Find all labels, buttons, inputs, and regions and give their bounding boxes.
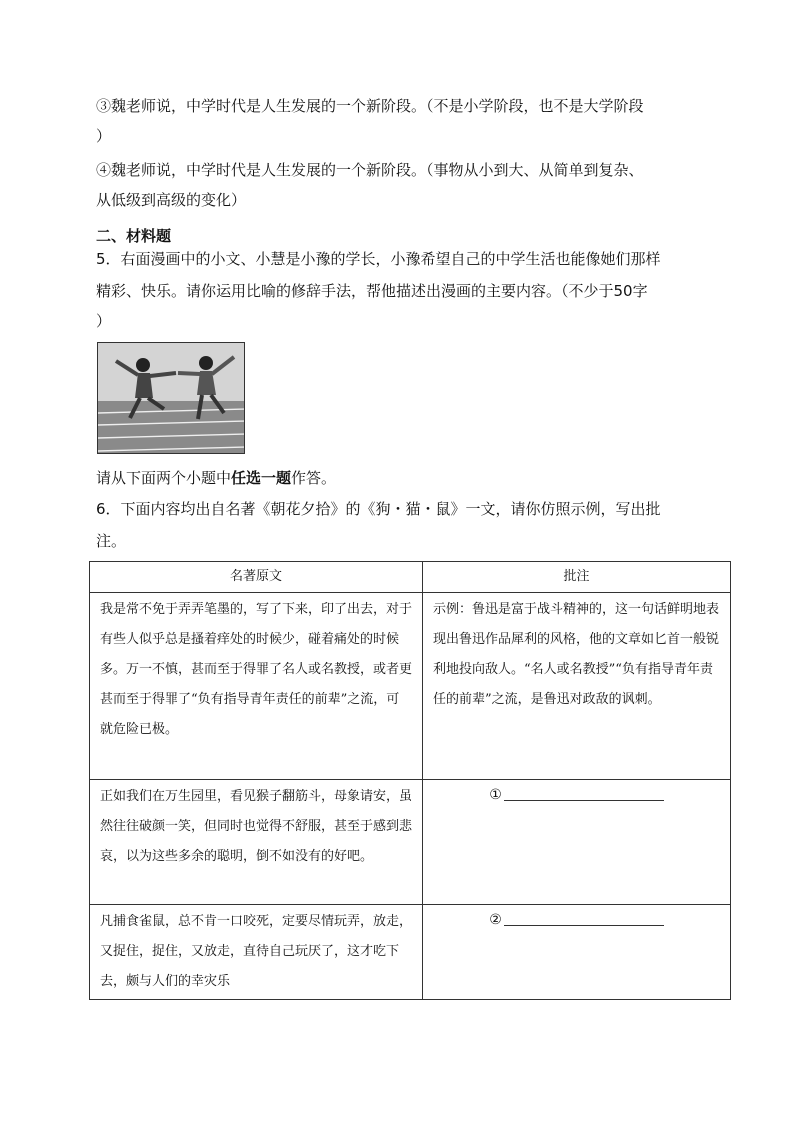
q5-line2: 精彩、快乐。请你运用比喻的修辞手法，帮他描述出漫画的主要内容。（不少于50字 (96, 282, 648, 300)
choose-instruction (96, 468, 716, 488)
choose-pre: 请从下面两个小题中 (96, 469, 232, 487)
option-4-line1: ④魏老师说，中学时代是人生发展的一个新阶段。（事物从小到大、从简单到复杂、 (96, 161, 644, 179)
annotation-example: 示例：鲁迅是富于战斗精神的，这一句话鲜明地表现出鲁迅作品犀利的风格，他的文章如匕首一般锐利地投向敌人。“名人或名教授”“负有指导青年责任的前辈”之流，是鲁迅对政敌的讽刺。 (423, 593, 731, 780)
q5-line1: 5．右面漫画中的小文、小慧是小豫的学长，小豫希望自己的中学生活也能像她们那样 (96, 250, 661, 268)
answer-marker: ① (489, 787, 502, 803)
original-text: 正如我们在万生园里，看见猴子翻筋斗，母象请安，虽然往往破颜一笑，但同时也觉得不舒服，甚至于感到悲哀，以为这些多余的聪明，倒不如没有的好吧。 (90, 780, 423, 905)
original-text: 我是常不免于弄弄笔墨的，写了下来，印了出去，对于有些人似乎总是搔着痒处的时候少，碰着痛处的时候多。万一不慎，甚而至于得罪了名人或名教授，或者更甚而至于得罪了“负有指导青年责任的前辈”之流，可就危险已极。 (90, 593, 423, 780)
table-row (90, 593, 731, 780)
option-3-line1: ③魏老师说，中学时代是人生发展的一个新阶段。（不是小学阶段，也不是大学阶段 (96, 97, 644, 115)
table-row (90, 780, 731, 905)
table-row (90, 905, 731, 1000)
annotation-answer-cell (423, 905, 731, 1000)
option-4-line2: 从低级到高级的变化） (96, 191, 247, 209)
table-header-row (90, 562, 731, 593)
original-text: 凡捕食雀鼠，总不肯一口咬死，定要尽情玩弄，放走，又捉住，捉住，又放走，直待自己玩厌了，这才吃下去，颇与人们的幸灾乐 (90, 905, 423, 1000)
choose-emphasis: 任选一题 (231, 469, 292, 487)
comic-illustration (97, 342, 245, 454)
option-3-close: ） (96, 127, 112, 145)
two-girls-jumping-image (98, 343, 245, 454)
annotation-answer-cell (423, 780, 731, 905)
answer-blank-2[interactable] (504, 905, 664, 926)
annotation-table (89, 561, 731, 1000)
q5-close: ） (96, 312, 112, 330)
header-annotation: 批注 (423, 562, 731, 593)
q6-line1: 6．下面内容均出自名著《朝花夕拾》的《狗・猫・鼠》一文，请你仿照示例，写出批 (96, 500, 661, 518)
header-original: 名著原文 (90, 562, 423, 593)
section-heading: 二、材料题 (96, 227, 172, 245)
choose-post: 作答。 (291, 469, 337, 487)
answer-blank-1[interactable] (504, 780, 664, 801)
answer-marker: ② (489, 912, 502, 928)
q6-line2: 注。 (96, 532, 127, 550)
